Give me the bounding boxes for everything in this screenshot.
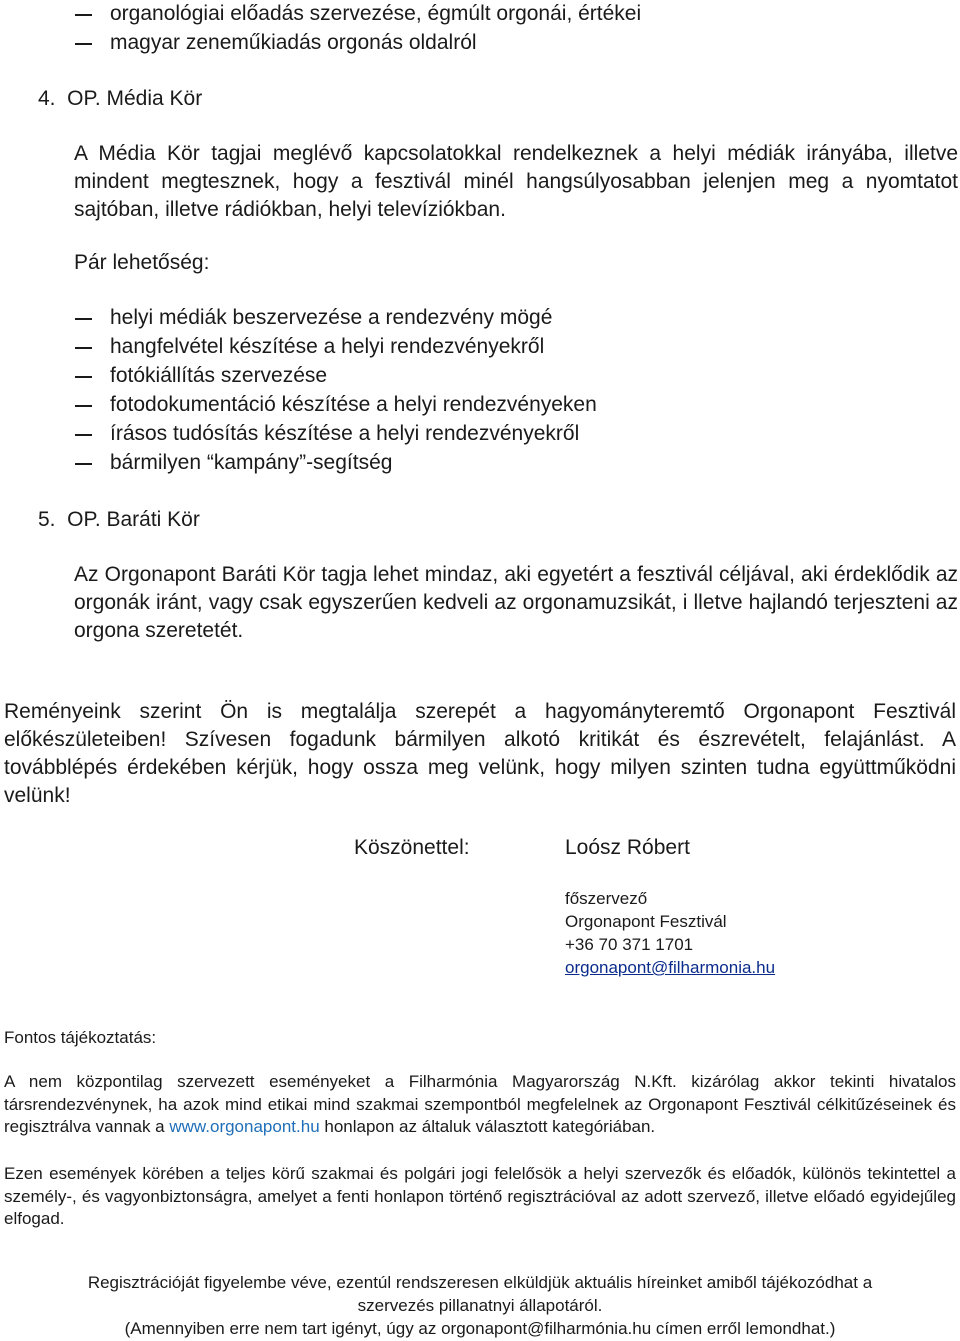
- footer-line: Regisztrációját figyelembe véve, ezentúl rendszeresen elküldjük aktuális híreinket amiből tájékozódhat a: [87, 1273, 873, 1292]
- notice-paragraph-2: Ezen események körében a teljes körű szakmai és polgári jogi felelősök a helyi szervezők és előadók, különös tekintettel a személy-, és vagyonbiztonságra, amelyet a fenti honlapon történő regisztrációval az adott szervező, illetve előadó egyidejűleg elfogad.: [4, 1164, 956, 1228]
- bullet-dash: [75, 347, 92, 349]
- signature-role: főszervező: [565, 889, 648, 908]
- bullet-dash: [75, 434, 92, 436]
- notice-text: honlapon az általuk választott kategóriában.: [319, 1117, 656, 1136]
- bullet-dash: [75, 14, 92, 16]
- notice-paragraph-1: [4, 1071, 956, 1139]
- notice-title: Fontos tájékoztatás:: [4, 1028, 157, 1047]
- signature-phone: +36 70 371 1701: [565, 935, 694, 954]
- list-item: magyar zeneműkiadás orgonás oldalról: [110, 31, 477, 54]
- section-paragraph-media-kor: A Média Kör tagjai meglévő kapcsolatokkal rendelkeznek a helyi médiák irányába, illetve mindent megtesznek, hogy a fesztivál minél hangsúlyosabban jelenjen meg a nyomtatot sajtóban, illetve rádiókban, helyi televíziókban.: [74, 142, 958, 221]
- signature-org: Orgonapont Fesztivál: [565, 912, 727, 931]
- signature-email-link[interactable]: orgonapont@filharmonia.hu: [565, 958, 776, 977]
- bullet-dash: [75, 405, 92, 407]
- footer-line: szervezés pillanatnyi állapotáról.: [357, 1296, 603, 1315]
- notice-text: A nem központilag szervezett eseményeket a Filharmónia Magyarország N.Kft. kizárólag akkor tekinti hivatalos társrendezvénynek, ha azok mind etikai mind szakmai szempontból megfelelnek az Orgonapont Fesztivál célkitűzéseinek és regisztrálva vannak a: [4, 1072, 956, 1136]
- section-paragraph-barati-kor: Az Orgonapont Baráti Kör tagja lehet mindaz, aki egyetért a fesztivál céljával, aki érdeklődik az orgonák iránt, vagy csak egyszerűen kedveli az orgonamuzsikát, i lletve hajlandó terjeszteni az orgona szeretetét.: [74, 563, 958, 642]
- section-heading-barati-kor: 5. OP. Baráti Kör: [38, 508, 200, 531]
- list-item: írásos tudósítás készítése a helyi rendezvényekről: [110, 422, 580, 445]
- signature-thanks: Köszönettel:: [354, 836, 470, 859]
- closing-paragraph: Reményeink szerint Ön is megtalálja szerepét a hagyományteremtő Orgonapont Fesztivál előkészületeiben! Szívesen fogadunk bármilyen alkotó kritikát és észrevételt, felajánlást. A továbblépés érdekében kérjük, hogy ossza meg velünk, hogy milyen szinten tudna együttműködni velünk!: [4, 700, 956, 807]
- section-heading-media-kor: 4. OP. Média Kör: [38, 87, 203, 110]
- list-item: bármilyen “kampány”-segítség: [110, 451, 393, 474]
- list-item: helyi médiák beszervezése a rendezvény mögé: [110, 306, 553, 329]
- bullet-dash: [75, 43, 92, 45]
- list-item: fotodokumentáció készítése a helyi rendezvényeken: [110, 393, 597, 416]
- bullet-dash: [75, 376, 92, 378]
- list-item: organológiai előadás szervezése, égmúlt orgonái, értékei: [110, 2, 642, 25]
- bullet-dash: [75, 318, 92, 320]
- signature-name: Loósz Róbert: [565, 836, 690, 859]
- list-item: fotókiállítás szervezése: [110, 364, 328, 387]
- footer-line: (Amennyiben erre nem tart igényt, úgy az orgonapont@filharmónia.hu címen erről lemondhat.): [124, 1319, 836, 1338]
- website-link[interactable]: www.orgonapont.hu: [169, 1117, 320, 1136]
- list-title: Pár lehetőség:: [74, 251, 210, 274]
- bullet-dash: [75, 463, 92, 465]
- list-item: hangfelvétel készítése a helyi rendezvényekről: [110, 335, 545, 358]
